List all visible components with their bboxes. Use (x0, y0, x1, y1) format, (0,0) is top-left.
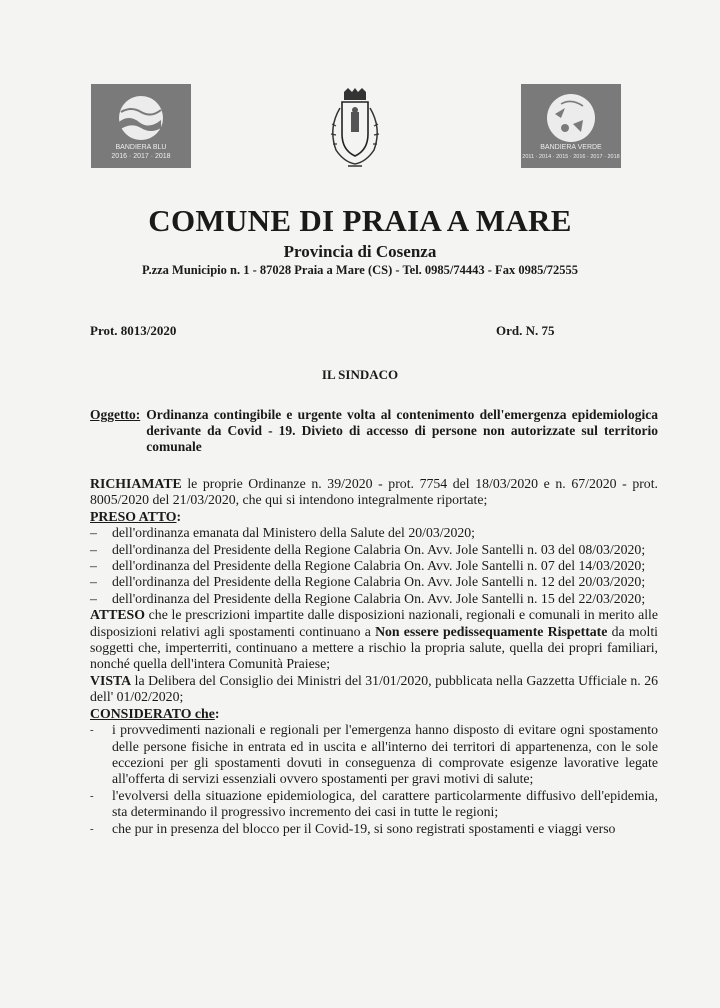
ordinance-number: Ord. N. 75 (496, 323, 555, 338)
dash-bullet-icon: – (90, 558, 97, 574)
preso-atto-item: dell'ordinanza del Presidente della Regione Calabria On. Avv. Jole Santelli n. 12 del 20/03/2020; (112, 574, 646, 590)
list-item (90, 591, 658, 607)
preso-atto-item: dell'ordinanza del Presidente della Regione Calabria On. Avv. Jole Santelli n. 07 del 14/03/2020; (112, 558, 646, 574)
issuer-heading: IL SINDACO (321, 367, 399, 382)
atteso-text-2: da molti soggetti che, imperterriti, continuano a mettere a rischio la propria salute, quella dei propri familiari, nonché quella dell'intera Comunità Praiese; (90, 623, 658, 672)
ordinance-body (90, 476, 658, 837)
considerato-item: l'evolversi della situazione epidemiologica, del carattere particolarmente diffusivo dell'epidemia, sta determinando il progressivo incremento dei casi in tutte le regioni; (112, 787, 658, 820)
richiamate-text: le proprie Ordinanze n. 39/2020 - prot. 7754 del 18/03/2020 e n. 67/2020 - prot. 8005/2020 del 21/03/2020, che qui si intendono integralmente riportate; (90, 476, 658, 508)
atteso-text-1: che le prescrizioni impartite dalle disposizioni nazionali, regionali e comunali in merito alle disposizioni relativi agli spostamenti continuano a (90, 607, 658, 639)
municipal-crest-icon (322, 88, 388, 172)
list-item (90, 722, 658, 788)
bandiera-verde-logo (521, 84, 621, 168)
preso-atto-item: dell'ordinanza del Presidente della Regione Calabria On. Avv. Jole Santelli n. 03 del 08/03/2020; (112, 541, 646, 557)
subject-block (90, 407, 658, 455)
bandiera-blu-caption-1: BANDIERA BLU (115, 144, 167, 151)
bandiera-verde-caption-1: BANDIERA VERDE (540, 144, 602, 151)
municipality-address: P.zza Municipio n. 1 - 87028 Praia a Mare (CS) - Tel. 0985/74443 - Fax 0985/72555 (141, 263, 579, 277)
bullet-icon: - (90, 789, 94, 802)
considerato-suffix: : (214, 705, 220, 721)
richiamate-label: RICHIAMATE (90, 476, 182, 491)
list-item (90, 542, 658, 558)
considerato-heading (90, 706, 658, 722)
bullet-icon: - (90, 724, 94, 737)
preso-atto-item: dell'ordinanza del Presidente della Regione Calabria On. Avv. Jole Santelli n. 15 del 22/03/2020; (112, 590, 646, 606)
dash-bullet-icon: – (90, 541, 97, 557)
province-subtitle: Provincia di Cosenza (283, 242, 437, 261)
atteso-label: ATTESO (90, 607, 145, 623)
preso-atto-heading (90, 509, 658, 525)
dash-bullet-icon: – (90, 590, 97, 606)
dash-bullet-icon: – (90, 525, 97, 541)
subject-label: Oggetto: (90, 407, 141, 422)
dash-bullet-icon: – (90, 574, 97, 590)
subject-text: Ordinanza contingibile e urgente volta al contenimento dell'emergenza epidemiologica derivante da Covid - 19. Divieto di accesso di persone non autorizzate sul territorio comunale (146, 407, 658, 454)
considerato-label: CONSIDERATO che (90, 705, 215, 721)
bandiera-verde-caption-2: 2011 · 2014 · 2015 · 2016 · 2017 · 2018 (522, 154, 620, 160)
considerato-item: che pur in presenza del blocco per il Covid-19, si sono registrati spostamenti e viaggi verso (112, 820, 616, 836)
flag-wave-icon (91, 84, 191, 148)
vista-paragraph (90, 673, 658, 706)
list-item (90, 574, 658, 590)
richiamate-paragraph (90, 476, 658, 509)
vista-text: la Delibera del Consiglio dei Ministri del 31/01/2020, pubblicata nella Gazzetta Ufficiale n. 26 dell' 01/02/2020; (90, 672, 658, 705)
list-item (90, 788, 658, 821)
preso-atto-label: PRESO ATTO (90, 508, 177, 524)
list-item (90, 821, 658, 837)
bandiera-blu-logo (91, 84, 191, 168)
list-item (90, 558, 658, 574)
atteso-paragraph (90, 607, 658, 673)
list-item (90, 525, 658, 541)
bullet-icon: - (90, 822, 94, 835)
page-title: COMUNE DI PRAIA A MARE (148, 203, 572, 238)
protocol-number: Prot. 8013/2020 (90, 323, 177, 338)
preso-atto-suffix: : (176, 508, 182, 524)
atteso-bold-text: Non essere pedissequamente Rispettate (375, 623, 608, 639)
considerato-item: i provvedimenti nazionali e regionali per l'emergenza hanno disposto di evitare ogni spostamento delle persone fisiche in entrata ed in uscita e all'interno dei territori di appartenenza, con le sole eccezioni per gli spostamenti dovuti in conseguenza di comprovate esigenze lavorative legate all'offerta di servizi essenziali ovvero spostamenti per gravi motivi di salute; (112, 722, 658, 787)
vista-label: VISTA (90, 672, 132, 688)
preso-atto-item: dell'ordinanza emanata dal Ministero della Salute del 20/03/2020; (112, 525, 476, 541)
bandiera-blu-caption-2: 2016 · 2017 · 2018 (111, 153, 171, 160)
children-drawing-icon (521, 84, 621, 148)
